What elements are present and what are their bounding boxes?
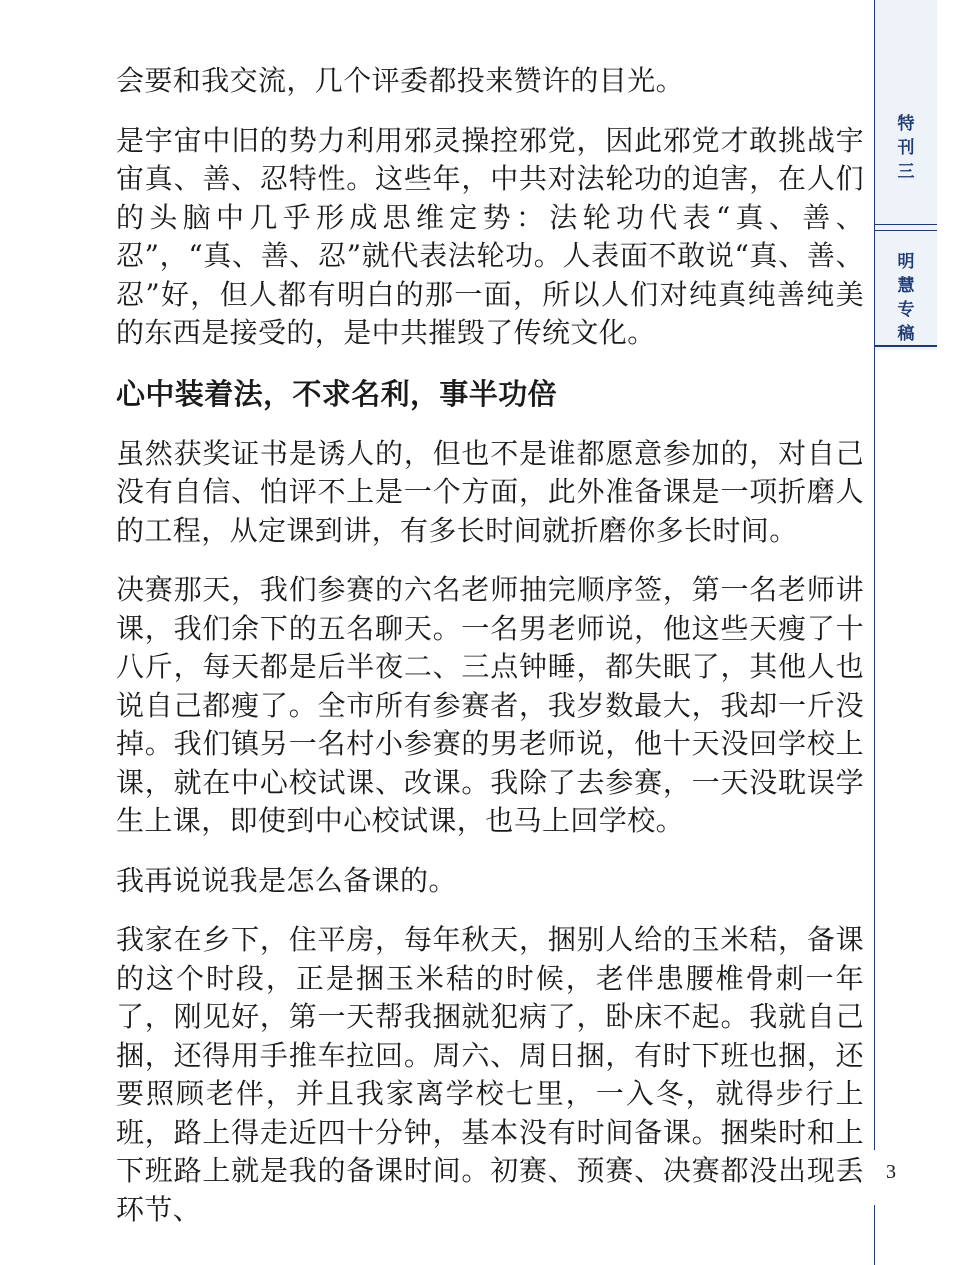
tab-char: 慧 bbox=[897, 276, 915, 296]
section-heading: 心中装着法，不求名利，事半功倍 bbox=[116, 376, 558, 411]
paragraph-5: 我再说说我是怎么备课的。 bbox=[116, 863, 457, 897]
paragraph-3: 虽然获奖证书是诱人的，但也不是谁都愿意参加的，对自己没有自信、怕评不上是一个方面，此外准备课是一项折磨人的工程，从定课到讲，有多长时间就折磨你多长时间。 bbox=[116, 436, 864, 547]
tab-char: 稿 bbox=[897, 324, 915, 344]
sidebar-tab-special-issue bbox=[875, 112, 937, 184]
sidebar-tab-minghui bbox=[875, 250, 937, 346]
tab-char: 专 bbox=[897, 300, 915, 320]
paragraph-6: 我家在乡下，住平房，每年秋天，捆别人给的玉米秸，备课的这个时段，正是捆玉米秸的时候，老伴患腰椎骨刺一年了，刚见好，第一天帮我捆就犯病了，卧床不起。我就自己捆，还得用手推车拉回。周六、周日捆，有时下班也捆，还要照顾老伴，并且我家离学校七里，一入冬，就得步行上班，路上得走近四十分钟，基本没有时间备课。捆柴时和上下班路上就是我的备课时间。初赛、预赛、决赛都没出现丢环节、 bbox=[116, 923, 864, 1226]
margin-rule-bottom bbox=[874, 1205, 875, 1265]
tab-char: 三 bbox=[897, 162, 915, 182]
page-number: 3 bbox=[886, 1161, 896, 1183]
tab-char: 刊 bbox=[897, 138, 915, 158]
sidebar-divider bbox=[875, 230, 937, 231]
paragraph-1: 会要和我交流，几个评委都投来赞许的目光。 bbox=[116, 64, 685, 97]
sidebar-divider bbox=[875, 224, 937, 225]
section-sidebar bbox=[874, 0, 937, 350]
paragraph-4: 决赛那天，我们参赛的六名老师抽完顺序签，第一名老师讲课，我们余下的五名聊天。一名男老师说，他这些天瘦了十八斤，每天都是后半夜二、三点钟睡，都失眠了，其他人也说自己都瘦了。全市所有参赛者，我岁数最大，我却一斤没掉。我们镇另一名村小参赛的男老师说，他十天没回学校上课，就在中心校试课、改课。我除了去参赛，一天没耽误学生上课，即使到中心校试课，也马上回学校。 bbox=[116, 573, 864, 837]
paragraph-2: 是宇宙中旧的势力利用邪灵操控邪党，因此邪党才敢挑战宇宙真、善、忍特性。这些年，中共对法轮功的迫害，在人们的头脑中几乎形成思维定势：法轮功代表“真、善、忍”，“真、善、忍”就代表法轮功。人表面不敢说“真、善、忍”好，但人都有明白的那一面，所以人们对纯真纯善纯美的东西是接受的，是中共摧毁了传统文化。 bbox=[116, 123, 864, 349]
tab-char: 特 bbox=[897, 114, 915, 134]
tab-char: 明 bbox=[897, 252, 915, 272]
sidebar-divider bbox=[875, 345, 937, 347]
article-body bbox=[116, 62, 864, 1250]
